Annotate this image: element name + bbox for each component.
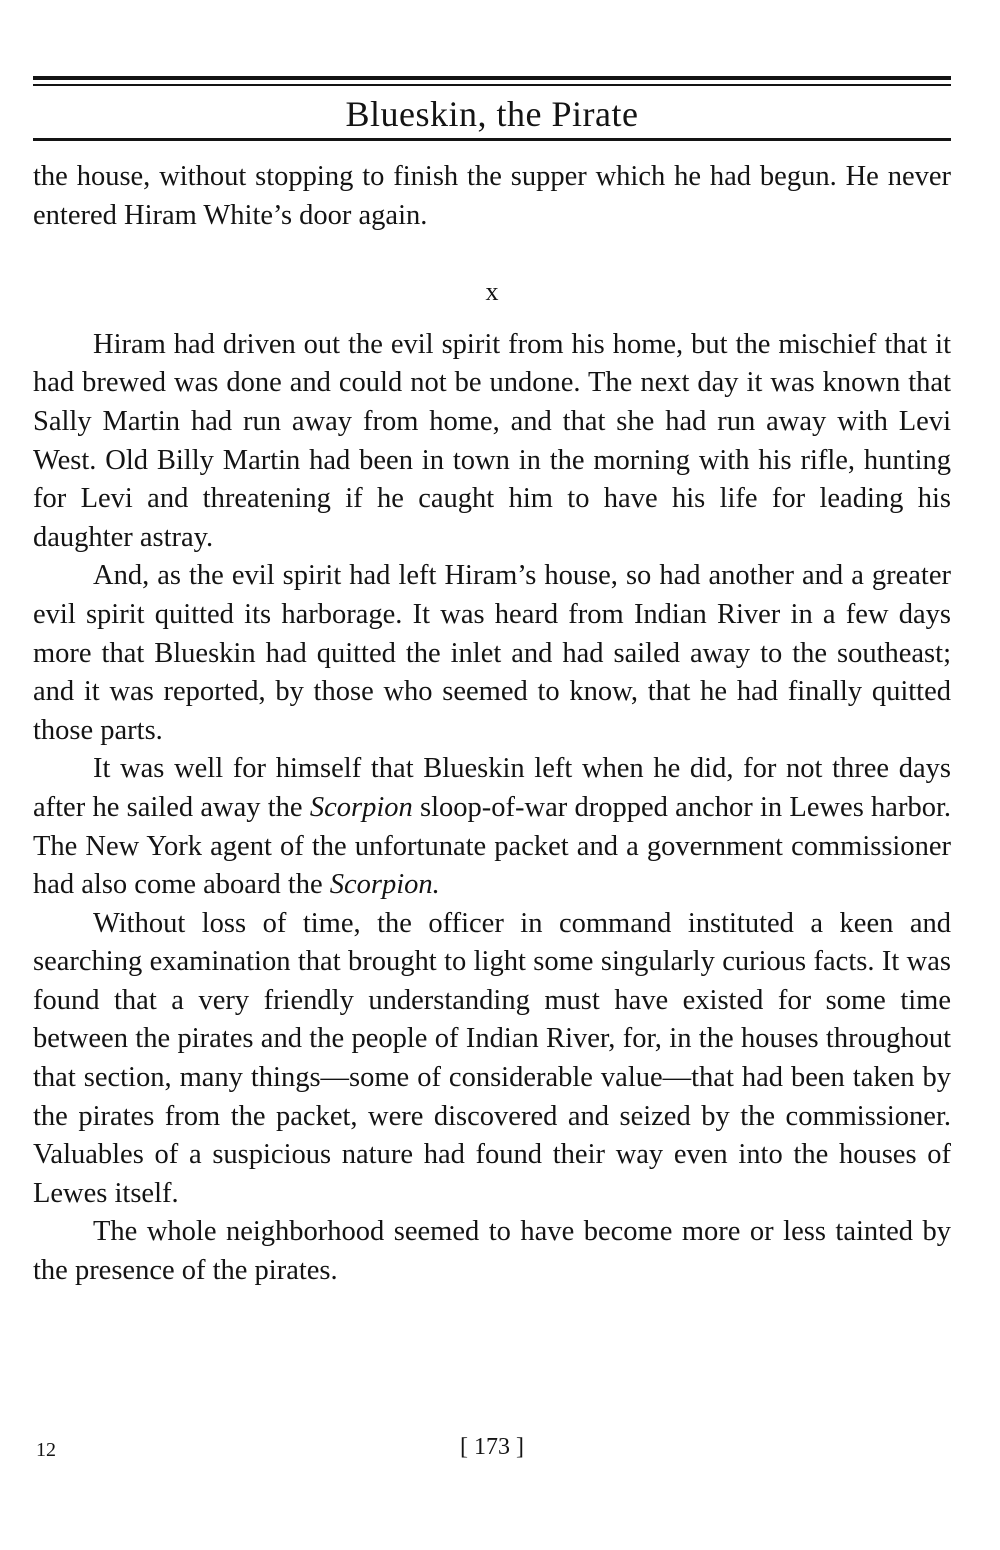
ship-name: Scorpion. [329, 869, 440, 901]
continuation-paragraph: the house, without stopping to finish the supper which he had begun. He never entered Hiram White’s door again. [33, 161, 951, 231]
ship-name: Scorpion [309, 791, 413, 823]
paragraph: Hiram had driven out the evil spirit from his home, but the mischief that it had brewed was done and could not be undone. The next day it was known that Sally Martin had run away from home, and that she had run away with Levi West. Old Billy Martin had been in town in the morning with his rifle, hunting for Levi and threatening if he caught him to have his life for leading his daughter astray. [33, 328, 951, 553]
page-body [33, 158, 951, 1291]
paragraph [33, 750, 951, 904]
paragraph-text: It was well for himself that Blueskin left when he did, for not three days after he sailed away the [33, 753, 951, 823]
running-title: Blueskin, the Pirate [345, 94, 639, 134]
section-number: x [485, 277, 499, 307]
paragraph-text: sloop-of-war dropped anchor in Lewes harbor. The New York agent of the unfortunate packet and a government commissioner had also come aboard the [33, 791, 951, 901]
paragraph: Without loss of time, the officer in command instituted a keen and searching examination that brought to light some singularly curious facts. It was found that a very friendly understanding must have existed for some time between the pirates and the people of Indian River, for, in the houses throughout that section, many things—some of considerable value—that had been taken by the pirates from the packet, were discovered and seized by the commissioner. Valuables of a suspicious nature had found their way even into the houses of Lewes itself. [33, 907, 951, 1209]
signature-mark: 12 [36, 1439, 56, 1461]
header-rule-thin [33, 84, 951, 86]
page-number: [ 173 ] [460, 1434, 524, 1460]
header-rule-bottom [33, 138, 951, 141]
header-rule-thick [33, 76, 951, 80]
paragraph: The whole neighborhood seemed to have become more or less tainted by the presence of the pirates. [33, 1216, 951, 1287]
paragraph: And, as the evil spirit had left Hiram’s house, so had another and a greater evil spirit quitted its harborage. It was heard from Indian River in a few days more that Blueskin had quitted the inlet and had sailed away to the southeast; and it was reported, by those who seemed to know, that he had finally quitted those parts. [33, 560, 951, 746]
